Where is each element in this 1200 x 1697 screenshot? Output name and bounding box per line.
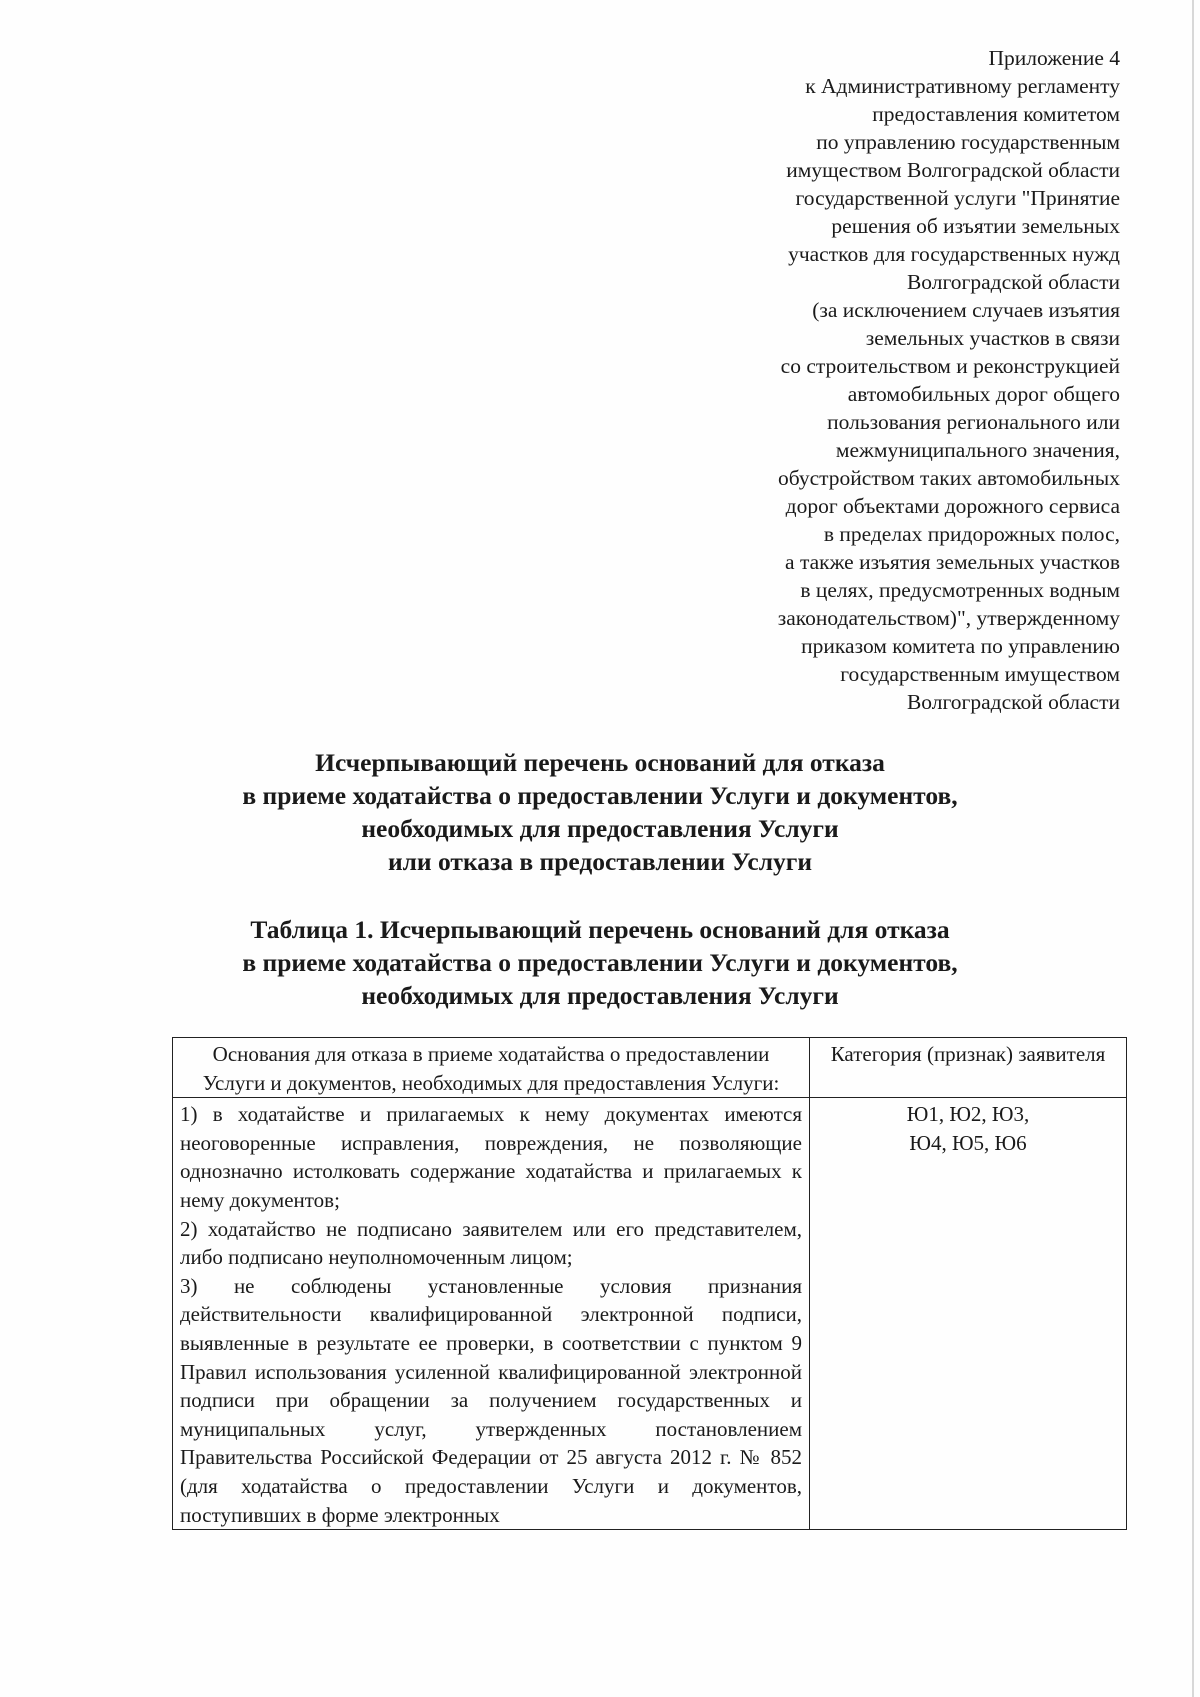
appendix-line: предоставления комитетом: [872, 102, 1120, 126]
reasons-cell: [173, 1098, 810, 1530]
appendix-line: дорог объектами дорожного сервиса: [785, 494, 1120, 518]
table-row: [173, 1098, 1127, 1530]
main-heading-line: необходимых для предоставления Услуги: [361, 814, 839, 843]
main-heading-line: Исчерпывающий перечень оснований для отказа: [315, 748, 885, 777]
reason-item: 3) не соблюдены установленные условия признания действительности квалифицированной электронной подписи, выявленные в результате ее проверки, в соответствии с пунктом 9 Правил использования усиленной квалифицированной электронной подписи при обращении за получением государственных и муниципальных услуг, утвержденных постановлением Правительства Российской Федерации от 25 августа 2012 г. № 852 (для ходатайства о предоставлении Услуги и документов, поступивших в форме электронных: [180, 1273, 802, 1527]
reason-item: 1) в ходатайстве и прилагаемых к нему документах имеются неоговоренные исправления, повреждения, не позволяющие однозначно истолковать содержание ходатайства и прилагаемых к нему документов;: [180, 1102, 802, 1212]
main-heading: [160, 746, 1040, 878]
main-heading-line: или отказа в предоставлении Услуги: [387, 847, 813, 876]
appendix-line: по управлению государственным: [816, 130, 1120, 154]
table-heading-line: Таблица 1. Исчерпывающий перечень оснований для отказа: [250, 915, 950, 944]
reason-item: 2) ходатайство не подписано заявителем или его представителем, либо подписано неуполномоченным лицом;: [180, 1216, 802, 1270]
grounds-table: [172, 1037, 1127, 1530]
category-cell: [810, 1098, 1127, 1530]
column-header-category: Категория (признак) заявителя: [810, 1038, 1127, 1098]
appendix-line: автомобильных дорог общего: [847, 382, 1120, 406]
appendix-line: приказом комитета по управлению: [801, 634, 1120, 658]
appendix-line: Приложение 4: [988, 46, 1120, 70]
scan-edge-line: [1192, 0, 1194, 1697]
appendix-line: а также изъятия земельных участков: [785, 550, 1120, 574]
appendix-line: пользования регионального или: [827, 410, 1120, 434]
appendix-line: законодательством)", утвержденному: [777, 606, 1120, 630]
appendix-line: Волгоградской области: [906, 270, 1120, 294]
appendix-line: земельных участков в связи: [865, 326, 1120, 350]
appendix-line: межмуниципального значения,: [835, 438, 1120, 462]
appendix-line: обустройством таких автомобильных: [777, 466, 1120, 490]
appendix-line: (за исключением случаев изъятия: [812, 298, 1120, 322]
category-line: Ю4, Ю5, Ю6: [909, 1130, 1027, 1155]
main-heading-line: в приеме ходатайства о предоставлении Услуги и документов,: [242, 781, 958, 810]
appendix-line: в целях, предусмотренных водным: [800, 578, 1120, 602]
appendix-line: участков для государственных нужд: [788, 242, 1120, 266]
appendix-line: государственной услуги "Принятие: [795, 186, 1120, 210]
table-heading-line: в приеме ходатайства о предоставлении Услуги и документов,: [242, 948, 958, 977]
appendix-line: со строительством и реконструкцией: [780, 354, 1120, 378]
appendix-note: [700, 44, 1120, 716]
category-line: Ю1, Ю2, Ю3,: [906, 1102, 1030, 1127]
appendix-line: к Административному регламенту: [805, 74, 1120, 98]
appendix-line: решения об изъятии земельных: [831, 214, 1120, 238]
table-header-row: [173, 1038, 1127, 1098]
appendix-line: Волгоградской области: [906, 690, 1120, 714]
appendix-line: государственным имуществом: [840, 662, 1120, 686]
appendix-line: в пределах придорожных полос,: [823, 522, 1120, 546]
table-heading: [160, 913, 1040, 1012]
appendix-line: имуществом Волгоградской области: [786, 158, 1120, 182]
table-heading-line: необходимых для предоставления Услуги: [361, 981, 839, 1010]
column-header-grounds: Основания для отказа в приеме ходатайства о предоставлении Услуги и документов, необходимых для предоставления Услуги:: [173, 1038, 810, 1098]
